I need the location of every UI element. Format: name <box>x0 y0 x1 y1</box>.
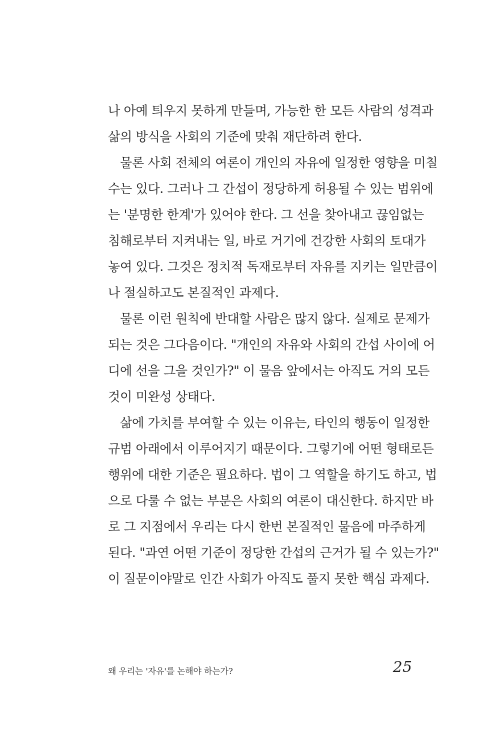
running-footer-title: 왜 우리는 '자유'를 논해야 하는가? <box>108 667 233 677</box>
text-line: 것이 미완성 상태다. <box>108 389 216 404</box>
text-line: 이 질문이야말로 인간 사회가 아직도 풀지 못한 핵심 과제다. <box>108 571 430 586</box>
body-text <box>108 98 439 592</box>
text-line: 수는 있다. 그러나 그 간섭이 정당하게 허용될 수 있는 범위에 <box>108 181 434 196</box>
text-line: 디에 선을 그을 것인가?" 이 물음 앞에서는 아직도 거의 모든 <box>108 363 430 378</box>
text-line: 나 절실하고도 본질적인 과제다. <box>108 285 279 300</box>
text-line: 규범 아래에서 이루어지기 때문이다. 그렇기에 어떤 형태로든 <box>108 441 434 456</box>
text-line: 로 그 지점에서 우리는 다시 한번 본질적인 물음에 마주하게 <box>108 519 426 534</box>
text-line: 되는 것은 그다음이다. "개인의 자유와 사회의 간섭 사이에 어 <box>108 337 435 352</box>
text-line: 물론 이런 원칙에 반대할 사람은 많지 않다. 실제로 문제가 <box>120 311 430 326</box>
text-line: 행위에 대한 기준은 필요하다. 법이 그 역할을 하기도 하고, 법 <box>108 467 438 482</box>
text-line: 된다. "과연 어떤 기준이 정당한 간섭의 근거가 될 수 있는가?" <box>108 545 439 560</box>
text-line: 으로 다룰 수 없는 부분은 사회의 여론이 대신한다. 하지만 바 <box>108 493 434 508</box>
text-line: 물론 사회 전체의 여론이 개인의 자유에 일정한 영향을 미칠 <box>120 155 438 170</box>
text-line: 는 '분명한 한계'가 있어야 한다. 그 선을 찾아내고 끊임없는 <box>108 207 424 222</box>
page-number: 25 <box>392 658 412 676</box>
text-line: 삶에 가치를 부여할 수 있는 이유는, 타인의 행동이 일정한 <box>120 415 430 430</box>
text-line: 침해로부터 지켜내는 일, 바로 거기에 건강한 사회의 토대가 <box>108 233 426 248</box>
text-line: 놓여 있다. 그것은 정치적 독재로부터 자유를 지키는 일만큼이 <box>108 259 438 274</box>
text-line: 삶의 방식을 사회의 기준에 맞춰 재단하려 한다. <box>108 129 362 144</box>
text-line: 나 아예 틔우지 못하게 만들며, 가능한 한 모든 사람의 성격과 <box>108 103 434 118</box>
